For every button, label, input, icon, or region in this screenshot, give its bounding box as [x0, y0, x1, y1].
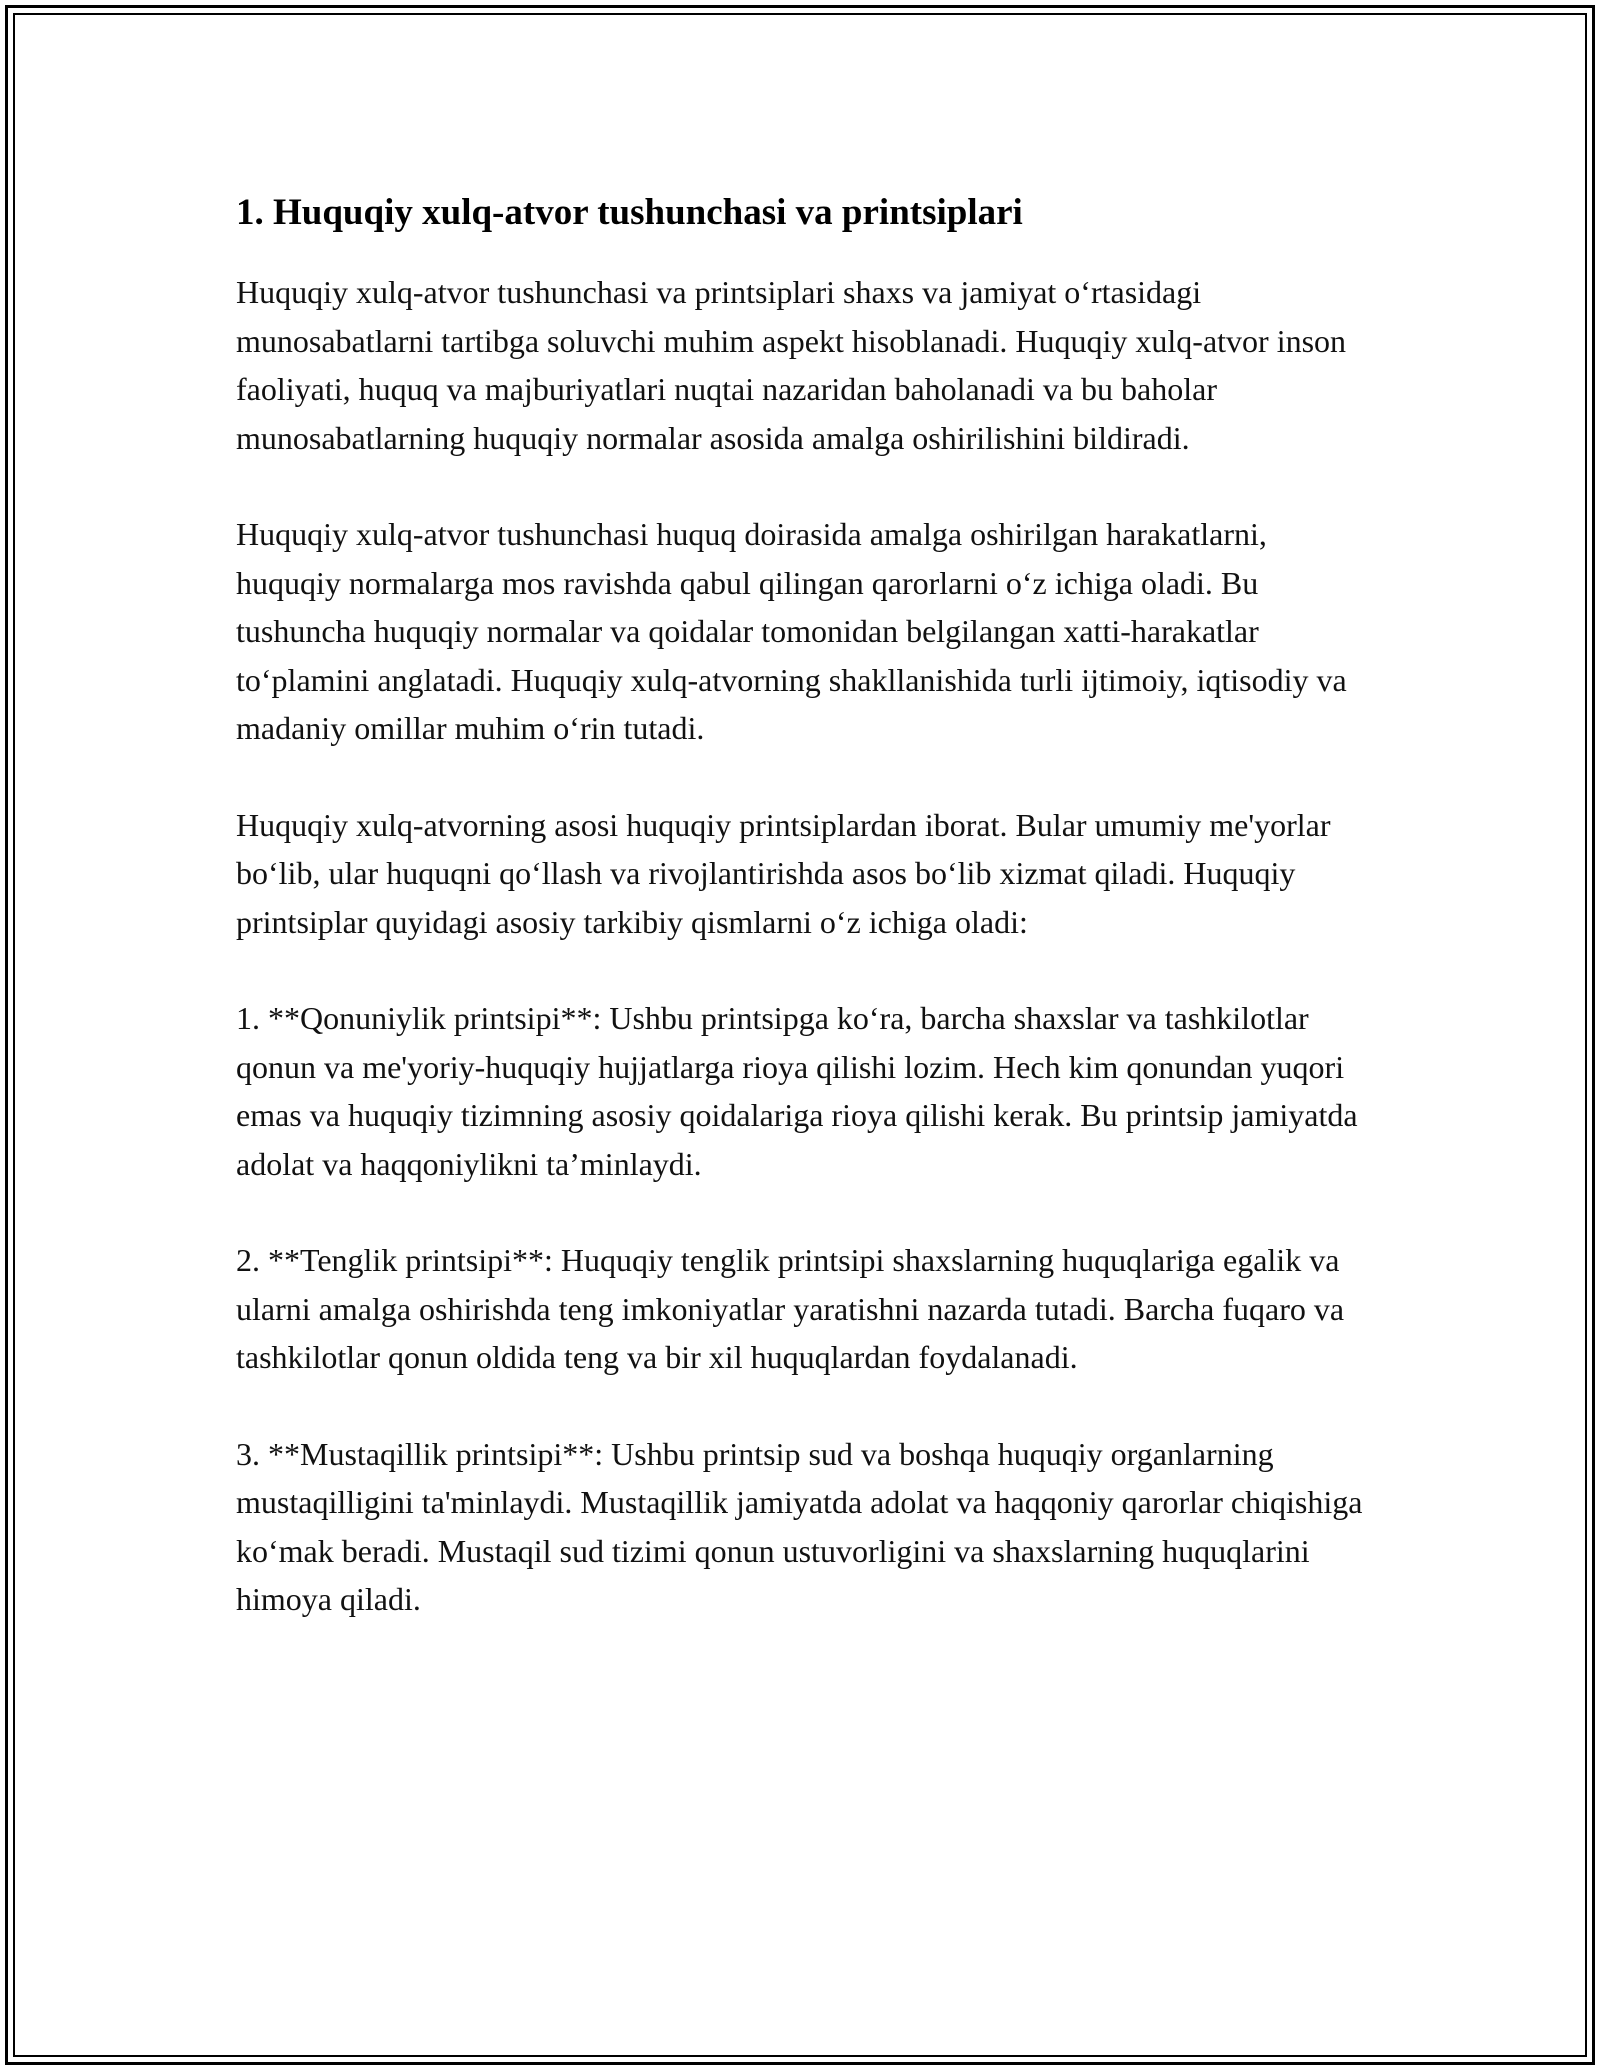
paragraph-principles-intro: Huquqiy xulq-atvorning asosi huquqiy printsiplardan iborat. Bular umumiy me'yorlar bo‘lib, ular huquqni qo‘llash va rivojlantirishda asos bo‘lib xizmat qiladi. Huquqiy printsiplar quyidagi asosiy tarkibiy qismlarni o‘z ichiga oladi: — [236, 806, 1331, 940]
list-item-legality-principle: 1. **Qonuniylik printsipi**: Ushbu printsipga ko‘ra, barcha shaxslar va tashkilotlar qonun va me'yoriy-huquqiy hujjatlarga rioya qilishi lozim. Hech kim qonundan yuqori emas va huquqiy tizimning asosiy qoidalariga rioya qilishi kerak. Bu printsip jamiyatda adolat va haqqoniylikni ta’minlaydi. — [236, 1000, 1358, 1182]
paragraph-concept: Huquqiy xulq-atvor tushunchasi huquq doirasida amalga oshirilgan harakatlarni, huquqiy normalarga mos ravishda qabul qilingan qarorlarni o‘z ichiga oladi. Bu tushuncha huquqiy normalar va qoidalar tomonidan belgilangan xatti-harakatlar to‘plamini anglatadi. Huquqiy xulq-atvorning shakllanishida turli ijtimoiy, iqtisodiy va madaniy omillar muhim o‘rin tutadi. — [236, 516, 1347, 746]
list-item-independence-principle: 3. **Mustaqillik printsipi**: Ushbu printsip sud va boshqa huquqiy organlarning mustaqilligini ta'minlaydi. Mustaqillik jamiyatda adolat va haqqoniy qarorlar chiqishiga ko‘mak beradi. Mustaqil sud tizimi qonun ustuvorligini va shaxslarning huquqlarini himoya qiladi. — [236, 1435, 1363, 1617]
document-body — [236, 188, 1376, 1624]
section-heading: 1. Huquqiy xulq-atvor tushunchasi va printsiplari — [236, 192, 1023, 233]
paragraph-intro: Huquqiy xulq-atvor tushunchasi va printsiplari shaxs va jamiyat o‘rtasidagi munosabatlarni tartibga soluvchi muhim aspekt hisoblanadi. Huquqiy xulq-atvor inson faoliyati, huquq va majburiyatlari nuqtai nazaridan baholanadi va bu baholar munosabatlarning huquqiy normalar asosida amalga oshirilishini bildiradi. — [236, 274, 1347, 456]
list-item-equality-principle: 2. **Tenglik printsipi**: Huquqiy tenglik printsipi shaxslarning huquqlariga egalik va ularni amalga oshirishda teng imkoniyatlar yaratishni nazarda tutadi. Barcha fuqaro va tashkilotlar qonun oldida teng va bir xil huquqlardan foydalanadi. — [236, 1242, 1345, 1375]
